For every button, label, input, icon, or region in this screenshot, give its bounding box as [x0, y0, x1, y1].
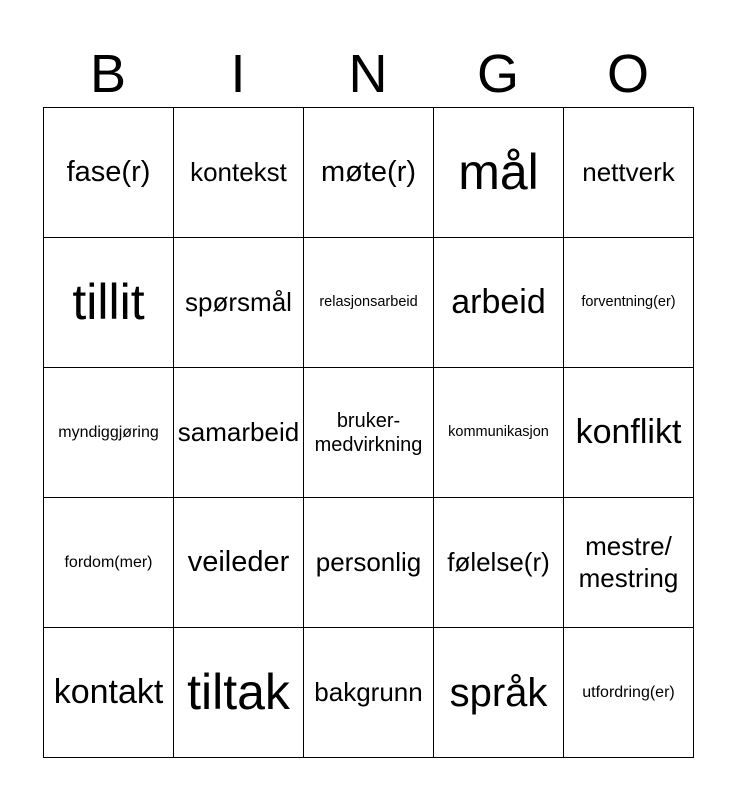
bingo-cell-r4c5[interactable]: mestre/ mestring [564, 498, 694, 628]
bingo-header [43, 42, 693, 106]
header-letter-b: B [89, 44, 127, 104]
bingo-cell-r4c1[interactable]: fordom(mer) [44, 498, 174, 628]
bingo-cell-r1c2[interactable]: kontekst [174, 108, 304, 238]
bingo-cell-r2c3[interactable]: relasjonsarbeid [304, 238, 434, 368]
bingo-cell-r3c5[interactable]: konflikt [564, 368, 694, 498]
bingo-cell-r3c1[interactable]: myndiggjøring [44, 368, 174, 498]
bingo-cell-r1c4[interactable]: mål [434, 108, 564, 238]
bingo-cell-r3c3[interactable]: bruker- medvirkning [304, 368, 434, 498]
bingo-cell-r2c5[interactable]: forventning(er) [564, 238, 694, 368]
bingo-cell-r4c3[interactable]: personlig [304, 498, 434, 628]
bingo-cell-r2c2[interactable]: spørsmål [174, 238, 304, 368]
bingo-cell-r5c1[interactable]: kontakt [44, 628, 174, 758]
bingo-cell-r3c4[interactable]: kommunikasjon [434, 368, 564, 498]
header-letter-o: O [606, 44, 649, 104]
bingo-cell-r5c2[interactable]: tiltak [174, 628, 304, 758]
bingo-cell-r4c4[interactable]: følelse(r) [434, 498, 564, 628]
bingo-cell-r5c4[interactable]: språk [434, 628, 564, 758]
bingo-cell-r2c1[interactable]: tillit [44, 238, 174, 368]
bingo-board [43, 107, 694, 758]
bingo-cell-r2c4[interactable]: arbeid [434, 238, 564, 368]
bingo-cell-r3c2[interactable]: samarbeid [174, 368, 304, 498]
bingo-cell-r5c5[interactable]: utfordring(er) [564, 628, 694, 758]
bingo-cell-r1c1[interactable]: fase(r) [44, 108, 174, 238]
bingo-cell-r1c5[interactable]: nettverk [564, 108, 694, 238]
header-letter-i: I [230, 44, 246, 104]
bingo-cell-r1c3[interactable]: møte(r) [304, 108, 434, 238]
bingo-cell-r5c3[interactable]: bakgrunn [304, 628, 434, 758]
bingo-cell-r4c2[interactable]: veileder [174, 498, 304, 628]
header-letter-n: N [348, 44, 388, 104]
header-letter-g: G [476, 44, 519, 104]
